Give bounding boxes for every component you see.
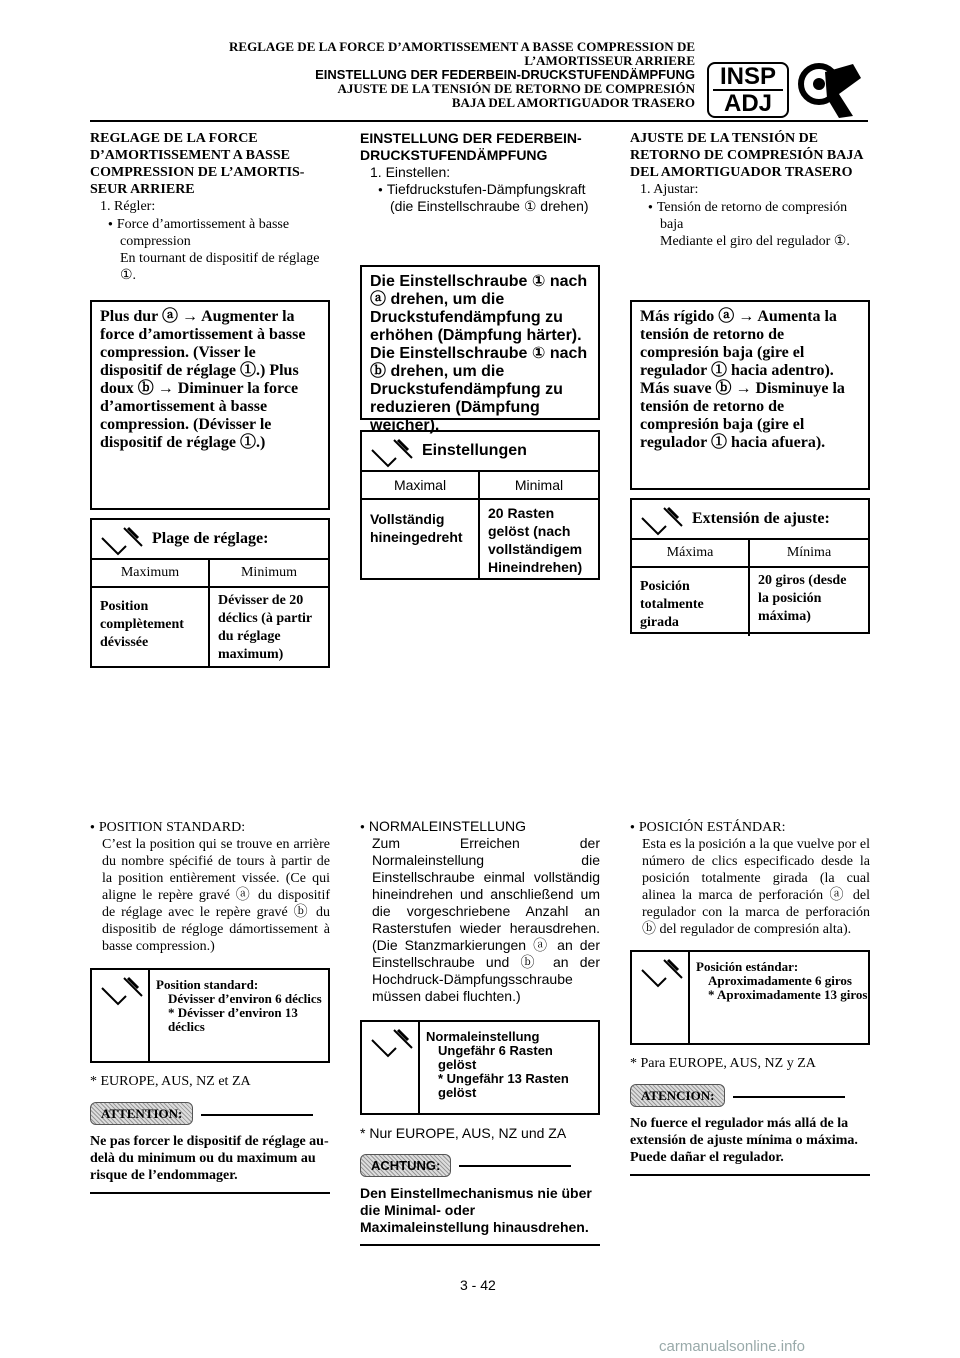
step: 1. Régler: bbox=[100, 199, 156, 214]
val-max: Vollständig hineingedreht bbox=[362, 500, 480, 580]
std-box-line: Aproximadamente 6 giros bbox=[708, 973, 852, 988]
bullet: ● Tensión de retorno de compresión baja bbox=[660, 198, 870, 233]
bullet-detail: (die Einstellschraube ① drehen) bbox=[390, 198, 589, 214]
header-line: AJUSTE DE LA TENSIÓN DE RETORNO DE COMPRESIÓN bbox=[337, 81, 695, 96]
std-box-title: Normaleinstellung bbox=[426, 1029, 540, 1044]
val-min: 20 giros (desde la posición máxima) bbox=[758, 573, 847, 624]
header-line: L’AMORTISSEUR ARRIERE bbox=[524, 53, 695, 68]
spec-wrench-icon bbox=[98, 974, 146, 1006]
adjust-direction-box bbox=[90, 300, 330, 510]
header-line: EINSTELLUNG DER FEDERBEIN-DRUCKSTUFENDÄMPFUNG bbox=[315, 67, 695, 82]
step: 1. Ajustar: bbox=[640, 182, 699, 197]
range-title-text: Plage de réglage: bbox=[152, 530, 269, 547]
section-title: EINSTELLUNG DER FEDERBEIN-DRUCKSTUFENDÄMPFUNG bbox=[360, 130, 582, 163]
std-box-line: * Aproximadamente 13 giros bbox=[708, 987, 868, 1002]
page-number: 3 - 42 bbox=[460, 1277, 496, 1293]
range-spec-box bbox=[630, 498, 870, 634]
badge-bottom: ADJ bbox=[723, 90, 772, 117]
std-bullet: ● POSICIÓN ESTÁNDAR: bbox=[642, 818, 870, 836]
std-bullet: ● POSITION STANDARD: bbox=[102, 818, 330, 836]
column-german bbox=[360, 130, 600, 215]
attention-text: Den Einstellmechanismus nie über die Minimal- oder Maximaleinstellung hinausdrehen. bbox=[360, 1185, 592, 1235]
col-max: Maximum bbox=[92, 560, 210, 588]
wrench-icon bbox=[795, 60, 863, 120]
section-title: REGLAGE DE LA FORCE D’AMORTISSEMENT A BASSE COMPRESSION DE L’AMORTIS-SEUR ARRIERE bbox=[90, 131, 305, 197]
std-box-line: * Dévisser d’environ 13 déclics bbox=[168, 1005, 298, 1034]
std-box bbox=[90, 968, 330, 1063]
range-spec-box bbox=[360, 430, 600, 580]
section-title: AJUSTE DE LA TENSIÓN DE RETORNO DE COMPRESIÓN BAJA DEL AMORTIGUADOR TRASERO bbox=[630, 131, 863, 180]
attention-text: Ne pas forcer le dispositif de réglage au-delà du minimum ou du maximum au risque de l’endommager. bbox=[90, 1134, 329, 1183]
spec-wrench-icon bbox=[638, 504, 686, 536]
attention-badge: ACHTUNG: bbox=[360, 1154, 451, 1177]
de-standard bbox=[360, 818, 600, 1005]
step: 1. Einstellen: bbox=[370, 164, 451, 180]
col-max: Maximal bbox=[362, 472, 480, 500]
col-min: Minimum bbox=[210, 560, 328, 588]
direction-text: Más rígido ⓐ → Aumenta la tensión de retorno de compresión baja (gire el regulador ① hacia adentro). Más suave ⓑ → Disminuye la tensión de retorno de compresión baja (gire el regulador ① hacia afuera). bbox=[640, 308, 845, 451]
range-title-text: Einstellungen bbox=[422, 442, 527, 459]
bullet-detail: Mediante el giro del regulador ①. bbox=[660, 234, 850, 249]
col-min: Minimal bbox=[480, 472, 598, 500]
bullet-detail: En tournant de dispositif de réglage ①. bbox=[120, 251, 320, 283]
std-text: C’est la position qui se trouve en arrière du nombre spécifié de tours à partir de la position entièrement vissée. (Ce qui aligne le repère gravé ⓐ du dispositif de réglage avec le repère gravé ⓑ du dispositib de régloge dámortissement à basse compression.) bbox=[102, 837, 330, 954]
attention-badge: ATTENTION: bbox=[90, 1102, 193, 1125]
direction-text: Plus dur ⓐ → Augmenter la force d’amortissement à basse compression. (Visser le dispositif de réglage ①.) Plus doux ⓑ → Diminuer la force d’amortissement à basse compression. (Dévisser le dispositif de réglage ①.) bbox=[100, 308, 306, 451]
bullet: ● Tiefdruckstufen-Dämpfungskraft bbox=[390, 181, 600, 198]
adjust-direction-box bbox=[360, 265, 600, 434]
header-rule bbox=[90, 120, 868, 122]
attention-badge: ATENCION: bbox=[630, 1084, 725, 1107]
val-min: Dévisser de 20 déclics (à partir du réglage maximum) bbox=[218, 593, 312, 662]
std-text: Zum Erreichen der Normaleinstellung die Einstellschraube einmal vollständig hineindrehen und anschließend um die vorgeschriebene Anzahl an Rasterstufen wieder herausdrehen. (Die Stanzmarkierungen ⓐ an der Einstellschraube und ⓑ an der Hochdruck-Dämpfungsschraube müssen dabei fluchten.) bbox=[372, 835, 600, 1004]
column-french bbox=[90, 130, 330, 284]
std-box-line: Ungefähr 6 Rasten gelöst bbox=[438, 1043, 553, 1072]
fr-attention bbox=[90, 1073, 330, 1194]
direction-text: Die Einstellschraube ① nach ⓐ drehen, um die Druckstufendämpfung zu erhöhen (Dämpfung härter). Die Einstellschraube ① nach ⓑ drehen, um die Druckstufendämpfung zu reduzieren (Dämpfung weicher). bbox=[370, 273, 588, 434]
std-box-title: Posición estándar: bbox=[696, 959, 799, 974]
note: * EUROPE, AUS, NZ et ZA bbox=[90, 1074, 251, 1089]
page-header bbox=[229, 40, 695, 110]
col-max: Máxima bbox=[632, 540, 750, 568]
bullet: ● Force d’amortissement à basse compression bbox=[120, 215, 330, 250]
std-box-line: Dévisser d’environ 6 déclics bbox=[168, 991, 322, 1006]
spec-wrench-icon bbox=[638, 956, 686, 988]
range-spec-box bbox=[90, 518, 330, 668]
range-title bbox=[632, 500, 868, 540]
adjust-direction-box bbox=[630, 300, 870, 490]
watermark: carmanualsonline.info bbox=[659, 1338, 805, 1355]
insp-adj-badge bbox=[707, 62, 789, 118]
val-max: Position complètement dévissée bbox=[92, 588, 210, 668]
std-box bbox=[630, 950, 870, 1045]
badge-top: INSP bbox=[719, 63, 776, 90]
es-attention bbox=[630, 1055, 870, 1176]
std-box-title: Position standard: bbox=[156, 977, 259, 992]
col-min: Mínima bbox=[750, 540, 868, 568]
note: * Para EUROPE, AUS, NZ y ZA bbox=[630, 1056, 816, 1071]
std-box bbox=[360, 1020, 600, 1115]
std-box-line: * Ungefähr 13 Rasten gelöst bbox=[438, 1071, 569, 1100]
range-title-text: Extensión de ajuste: bbox=[692, 510, 830, 527]
val-min: 20 Rasten gelöst (nach vollständigem Hineindrehen) bbox=[488, 505, 583, 575]
note: * Nur EUROPE, AUS, NZ und ZA bbox=[360, 1125, 567, 1141]
attention-text: No fuerce el regulador más allá de la extensión de ajuste mínima o máxima. Puede dañar el regulador. bbox=[630, 1116, 858, 1165]
std-bullet: ● NORMALEINSTELLUNG bbox=[372, 818, 600, 835]
es-standard bbox=[630, 818, 870, 938]
range-title bbox=[92, 520, 328, 560]
val-max: Posición totalmente girada bbox=[632, 568, 750, 636]
header-line: REGLAGE DE LA FORCE D’AMORTISSEMENT A BASSE COMPRESSION DE bbox=[229, 39, 695, 54]
spec-wrench-icon bbox=[368, 436, 416, 468]
range-title bbox=[362, 432, 598, 472]
spec-wrench-icon bbox=[98, 524, 146, 556]
header-line: BAJA DEL AMORTIGUADOR TRASERO bbox=[451, 95, 695, 110]
std-text: Esta es la posición a la que vuelve por el número de clics especificado desde la posición totalmente girada (la cual alinea la marca de perforación ⓐ del regulador con la marca de perforación ⓑ del regulador de compresión alta). bbox=[642, 837, 870, 937]
spec-wrench-icon bbox=[368, 1026, 416, 1058]
fr-standard bbox=[90, 818, 330, 955]
column-spanish bbox=[630, 130, 870, 250]
de-attention bbox=[360, 1125, 600, 1246]
